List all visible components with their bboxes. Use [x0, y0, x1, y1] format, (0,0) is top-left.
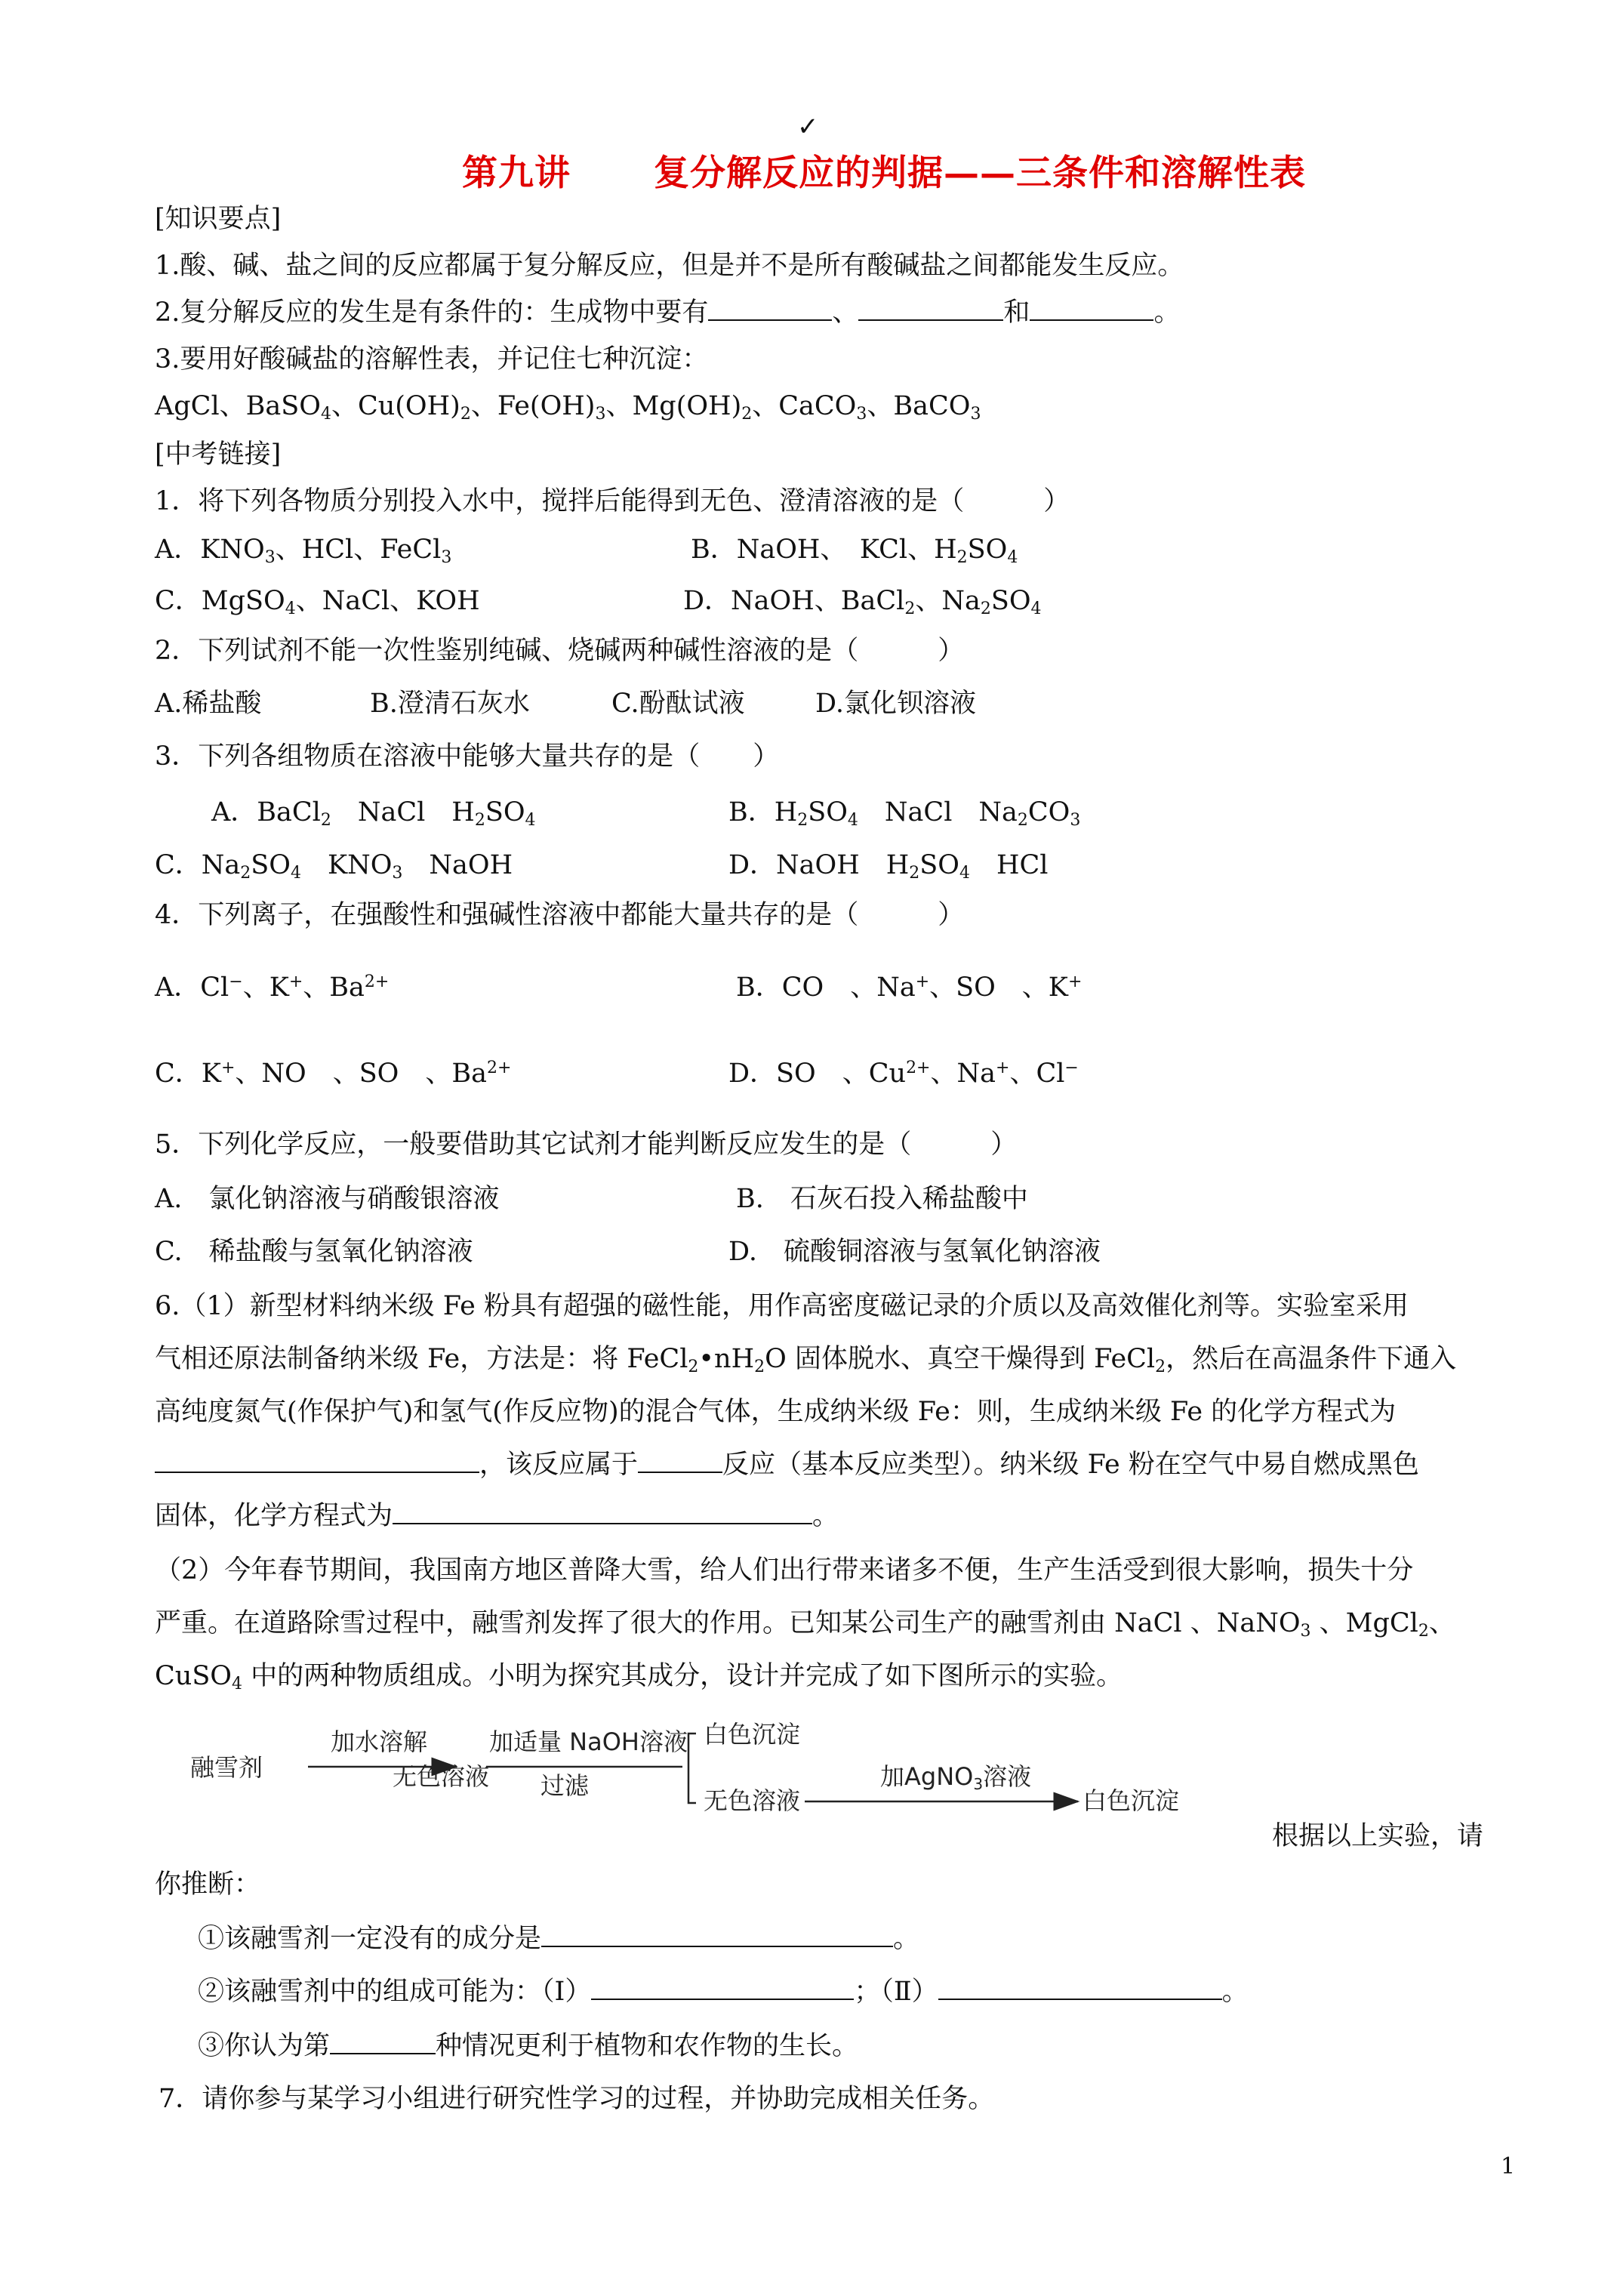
q4-option-b[interactable]: B．CO 、Na+、SO 、K+ — [736, 972, 1083, 1003]
q4-option-c[interactable]: C．K+、NO 、SO 、$Ba^{2+}$ — [155, 1059, 512, 1089]
page-title — [462, 151, 1306, 196]
knowledge-heading: [知识要点] — [155, 204, 282, 234]
q3-option-c[interactable]: C．$Na_2SO_4$ $KNO_3$ NaOH — [155, 850, 513, 883]
page-number: 1 — [1501, 2153, 1516, 2180]
q5-option-d[interactable]: D. 硫酸铜溶液与氢氧化钠溶液 — [728, 1237, 1101, 1267]
blank-better-case[interactable] — [330, 2030, 436, 2054]
q6-line-2: 气相还原法制备纳米级 Fe，方法是：将 $FeCl_2•nH_2O$ 固体脱水、真空干燥得到 FeCl$_2$，然后在高温条件下通入 — [155, 1344, 1457, 1376]
q3-option-b[interactable]: B．$H_2SO_4$ NaCl $Na_2CO_3$ — [728, 797, 1081, 830]
q1-option-c[interactable]: C．MgSO$_4$、NaCl、KOH — [155, 586, 480, 618]
q2-stem: 2．下列试剂不能一次性鉴别纯碱、烧碱两种碱性溶液的是（ ） — [155, 636, 965, 666]
q6-line-3: 高纯度氮气(作保护气)和氢气(作反应物)的混合气体，生成纳米级 Fe：则，生成纳米级 Fe 的化学方程式为 — [155, 1397, 1397, 1427]
q5-stem: 5．下列化学反应，一般要借助其它试剂才能判断反应发生的是（ ） — [155, 1130, 1018, 1160]
q4-option-d[interactable]: D．SO 、$Cu^{2+}$、Na+、Cl− — [728, 1059, 1079, 1089]
flow-step1-label: 加水溶解 — [331, 1727, 428, 1756]
q5-option-a[interactable]: A. 氯化钠溶液与硝酸银溶液 — [155, 1184, 500, 1214]
q6-after-diagram: 根据以上实验，请 — [1272, 1821, 1484, 1851]
q7-stem: 7．请你参与某学习小组进行研究性学习的过程，并协助完成相关任务。 — [159, 2084, 995, 2114]
q3-option-d[interactable]: D．NaOH $H_2SO_4$ HCl — [728, 850, 1049, 883]
blank-condition-1[interactable] — [708, 297, 832, 321]
flow-step2-label: 加适量 NaOH溶液 — [489, 1727, 688, 1756]
q1-option-a[interactable]: A．$KNO_3$、HCl、FeCl$_3$ — [155, 535, 452, 567]
precipitate-list: AgCl、BaSO$_4$、$Cu(OH)_2$、$Fe(OH)_3$、$Mg(OH)_2$、CaCO$_3$、BaCO$_3$ — [155, 391, 981, 424]
title-lecture: 第九讲 — [462, 153, 571, 194]
q6-infer-prompt: 你推断： — [155, 1869, 261, 1900]
blank-absent-component[interactable] — [541, 1923, 893, 1947]
blank-condition-2[interactable] — [858, 297, 1003, 321]
q6-line-7: 严重。在道路除雪过程中，融雪剂发挥了很大的作用。已知某公司生产的融雪剂由 NaCl 、NaNO$_3$ 、MgCl$_2$、 — [155, 1608, 1455, 1641]
experiment-flow-diagram — [187, 1712, 1191, 1824]
knowledge-point-3: 3.要用好酸碱盐的溶解性表，并记住七种沉淀： — [155, 344, 709, 374]
q3-option-a[interactable]: A．BaCl$_2$ NaCl $H_2SO_4$ — [211, 797, 536, 830]
blank-composition-1[interactable] — [591, 1976, 854, 2000]
blank-condition-3[interactable] — [1030, 297, 1153, 321]
knowledge-point-1: 1.酸、碱、盐之间的反应都属于复分解反应，但是并不是所有酸碱盐之间都能发生反应。 — [155, 251, 1184, 281]
q6-line-6: （2）今年春节期间，我国南方地区普降大雪，给人们出行带来诸多不便，生产生活受到很大影响，损失十分 — [155, 1555, 1414, 1586]
q6-sub-1: ①该融雪剂一定没有的成分是 。 — [198, 1924, 920, 1954]
flow-out3: 白色沉淀 — [1083, 1786, 1180, 1815]
q1-stem: 1．将下列各物质分别投入水中，搅拌后能得到无色、澄清溶液的是（ ） — [155, 486, 1070, 516]
q2-option-b[interactable]: B.澄清石灰水 — [370, 689, 530, 719]
q2-option-c[interactable]: C.酚酞试液 — [611, 689, 745, 719]
q6-line-1: 6.（1）新型材料纳米级 Fe 粉具有超强的磁性能，用作高密度磁记录的介质以及高效催化剂等。实验室采用 — [155, 1291, 1409, 1321]
flow-mid: 无色溶液 — [393, 1762, 490, 1791]
q5-option-c[interactable]: C. 稀盐酸与氢氧化钠溶液 — [155, 1237, 473, 1267]
flow-step3-label: 加AgNO3溶液 — [880, 1762, 1032, 1793]
exam-heading: [中考链接] — [155, 439, 282, 470]
blank-combustion-equation[interactable] — [393, 1500, 812, 1524]
q6-sub-3: ③你认为第 种情况更利于植物和农作物的生长。 — [198, 2031, 859, 2061]
flow-out1: 白色沉淀 — [704, 1720, 801, 1749]
q6-line-4: ，该反应属于 反应（基本反应类型）。纳米级 Fe 粉在空气中易自燃成黑色 — [155, 1448, 1419, 1481]
q6-line-5: 固体，化学方程式为 。 — [155, 1501, 839, 1531]
q1-option-d[interactable]: D．NaOH、BaCl$_2$、$Na_2SO_4$ — [683, 586, 1042, 618]
q2-option-a[interactable]: A.稀盐酸 — [155, 689, 262, 719]
blank-reaction-type[interactable] — [638, 1449, 722, 1473]
flow-out2: 无色溶液 — [704, 1786, 801, 1815]
check-mark: ✓ — [797, 112, 819, 142]
q1-option-b[interactable]: B．NaOH、 KCl、$H_2SO_4$ — [691, 535, 1018, 567]
flow-step2b-label: 过滤 — [540, 1771, 590, 1800]
q5-option-b[interactable]: B. 石灰石投入稀盐酸中 — [736, 1184, 1028, 1214]
flow-branch-bracket — [688, 1734, 696, 1803]
blank-fe-equation[interactable] — [155, 1449, 479, 1473]
knowledge-point-2: 2.复分解反应的发生是有条件的：生成物中要有 、 和 。 — [155, 297, 1181, 328]
blank-composition-2[interactable] — [938, 1976, 1222, 2000]
flow-start: 融雪剂 — [190, 1753, 263, 1782]
q6-sub-2: ②该融雪剂中的组成可能为：（Ⅰ） ；（Ⅱ） 。 — [198, 1977, 1249, 2007]
q4-option-a[interactable]: A．Cl−、K+、$Ba^{2+}$ — [155, 972, 390, 1003]
title-topic: 复分解反应的判据——三条件和溶解性表 — [654, 153, 1306, 194]
q2-option-d[interactable]: D.氯化钡溶液 — [815, 689, 976, 719]
q4-stem: 4．下列离子，在强酸性和强碱性溶液中都能大量共存的是（ ） — [155, 900, 965, 930]
q3-stem: 3．下列各组物质在溶液中能够大量共存的是（ ） — [155, 741, 780, 772]
q6-line-8: CuSO$_4$ 中的两种物质组成。小明为探究其成分，设计并完成了如下图所示的实验。 — [155, 1661, 1123, 1693]
